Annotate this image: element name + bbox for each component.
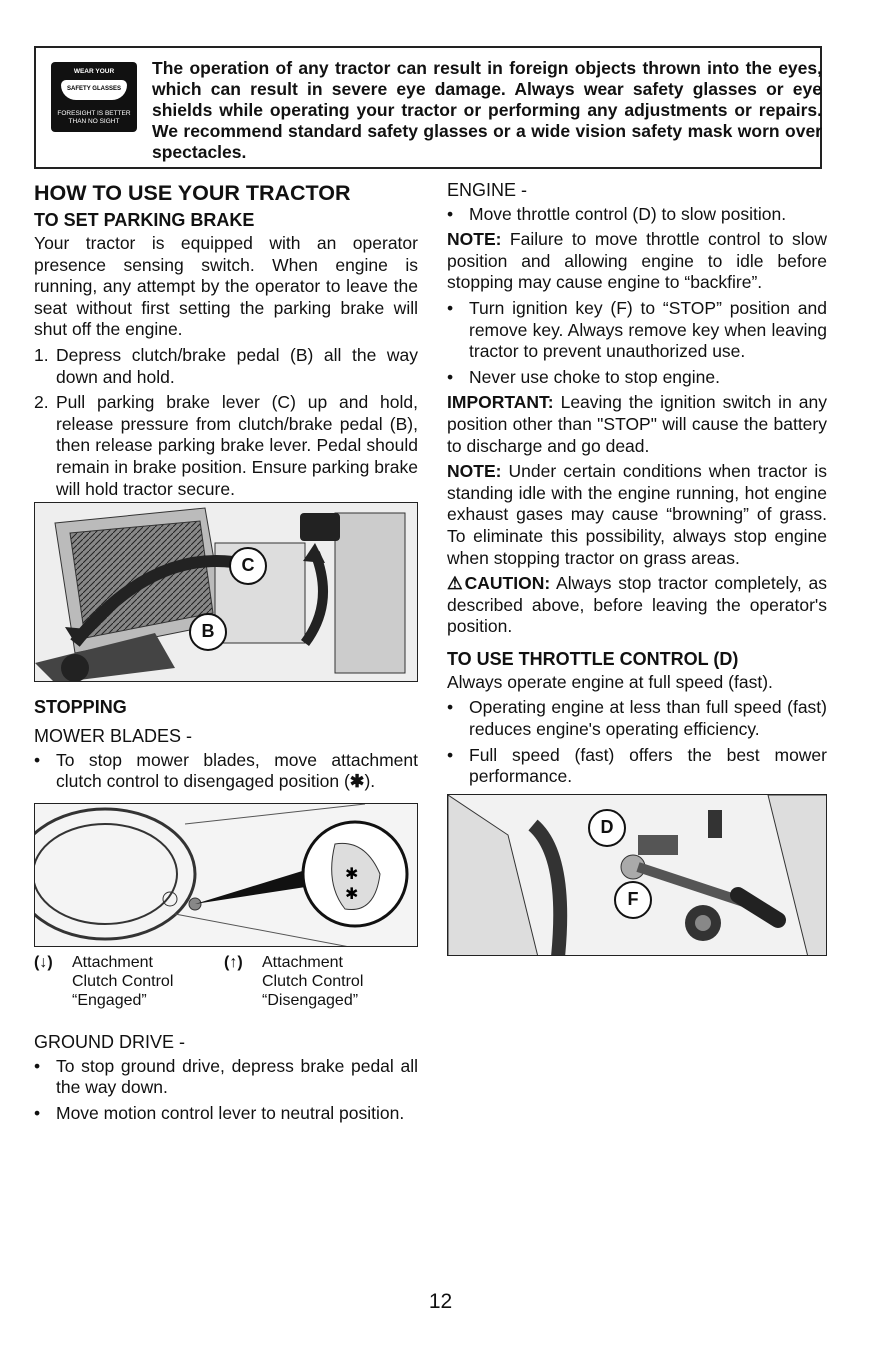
glasses-icon: SAFETY GLASSES [61, 80, 127, 100]
engine-bullet-3: • Never use choke to stop engine. [447, 366, 720, 387]
steering-wheel-illustration [35, 804, 418, 947]
svg-text:✱: ✱ [345, 883, 359, 903]
page-number: 12 [428, 1290, 453, 1313]
caution-note: ⚠CAUTION: Always stop tractor completely, as described above, before leaving the operator's position. [447, 573, 827, 637]
dashboard-illustration [448, 795, 827, 956]
mower-bullet: • To stop mower blades, move attachment clutch control to disengaged position (✱). [34, 749, 418, 792]
engine-bullet-2: • Turn ignition key (F) to “STOP” position and remove key. Always remove key when leaving tractor to prevent unauthorized use. [447, 297, 827, 362]
step-2: 2. Pull parking brake lever (C) up and hold, release pressure from clutch/brake pedal (B), then release parking brake lever. Pedal should remain in brake position. Ensure parking brake will hold tractor secure. [34, 392, 418, 499]
warning-triangle-icon: ⚠ [447, 573, 465, 594]
callout-d: D [588, 809, 626, 847]
clutch-control-figure [34, 803, 418, 947]
left-column [34, 180, 418, 1128]
engaged-icon: (↓) [34, 953, 53, 971]
section-heading: HOW TO USE YOUR TRACTOR [34, 181, 351, 205]
svg-text:✱: ✱ [345, 863, 359, 883]
throttle-intro: Always operate engine at full speed (fast). [447, 671, 773, 692]
throttle-bullet-1: • Operating engine at less than full speed (fast) reduces engine's operating efficiency. [447, 697, 827, 740]
throttle-figure [447, 794, 827, 956]
important-note: IMPORTANT: Leaving the ignition switch in any position other than "STOP" will cause the battery to discharge and go dead. [447, 392, 827, 456]
callout-f: F [614, 881, 652, 919]
stopping-title: STOPPING [34, 697, 127, 718]
throttle-title: TO USE THROTTLE CONTROL (D) [447, 648, 739, 669]
disengaged-icon: (↑) [224, 953, 243, 971]
step-1: 1. Depress clutch/brake pedal (B) all the way down and hold. [34, 344, 418, 387]
ground-bullet-2: • Move motion control lever to neutral position. [34, 1102, 405, 1123]
engine-title: ENGINE - [447, 180, 528, 200]
note-1: NOTE: Failure to move throttle control to slow position and allowing engine to idle before stopping may cause engine to “backfire”. [447, 229, 827, 293]
note-2: NOTE: Under certain conditions when tractor is standing idle with the engine running, hot engine exhaust gases may cause “browning” of grass. To eliminate this possibility, always stop engine when stopping tractor on grass areas. [447, 461, 827, 568]
parking-brake-figure [34, 502, 418, 682]
callout-b: B [189, 613, 227, 651]
engaged-legend: (↓) Attachment Clutch Control “Engaged” [34, 953, 174, 1009]
engine-bullet-1: • Move throttle control (D) to slow position. [447, 203, 787, 224]
callout-c: C [229, 547, 267, 585]
parking-brake-title: TO SET PARKING BRAKE [34, 210, 255, 230]
logo-bottom-text: FORESIGHT IS BETTER THAN NO SIGHT [57, 110, 131, 125]
logo-top-text: WEAR YOUR [73, 68, 115, 75]
safety-warning-text: The operation of any tractor can result in foreign objects thrown into the eyes, which can result in severe eye damage. Always wear safety glasses or eye shields while operating your tractor or performing any adjustments or repairs. We recommend standard safety glasses or a wide vision safety mask worn over spectacles. [152, 58, 822, 162]
parking-brake-intro: Your tractor is equipped with an operator presence sensing switch. When engine is running, any attempt by the operator to leave the seat without first setting the parking brake will shut off the engine. [34, 233, 418, 340]
mower-blades-title: MOWER BLADES - [34, 726, 193, 747]
disengaged-symbol-icon: ✱ [349, 771, 365, 792]
clutch-legend [34, 953, 418, 1010]
safety-glasses-logo [51, 62, 137, 132]
brake-illustration [35, 503, 418, 682]
disengaged-legend: (↑) Attachment Clutch Control “Disengaged” [224, 953, 364, 1009]
ground-drive-title: GROUND DRIVE - [34, 1031, 186, 1052]
ground-bullet-1: • To stop ground drive, depress brake pedal all the way down. [34, 1055, 418, 1098]
right-column [447, 180, 827, 956]
throttle-bullet-2: • Full speed (fast) offers the best mower performance. [447, 744, 827, 787]
safety-banner [34, 46, 822, 169]
